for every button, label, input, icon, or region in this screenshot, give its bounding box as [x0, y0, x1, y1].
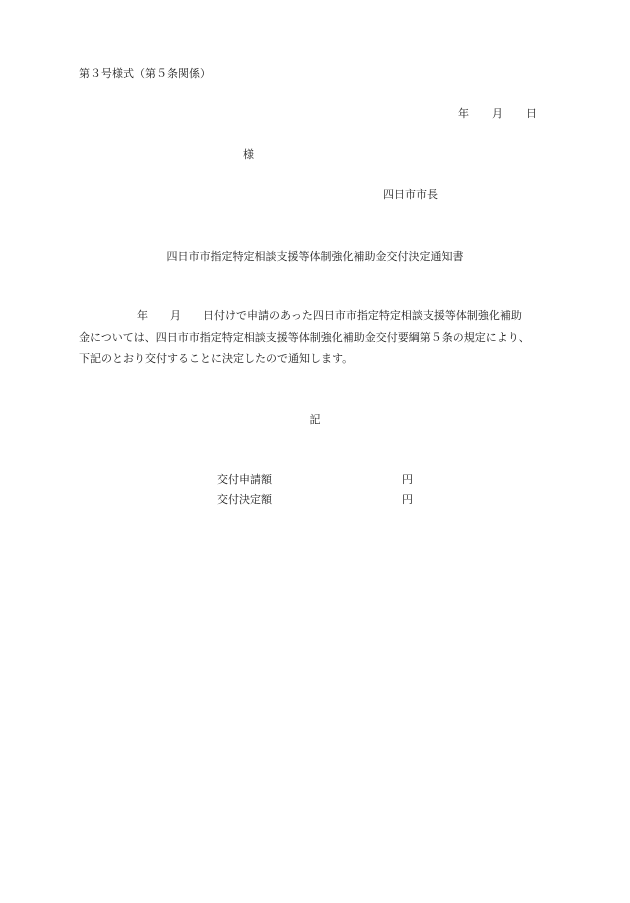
date-line [458, 107, 537, 121]
body-line-3: 下記のとおり交付することに決定したので通知します。 [79, 352, 354, 365]
amount-row-decided [217, 493, 417, 507]
document-title: 四日市市指定特定相談支援等体制強化補助金交付決定通知書 [166, 250, 464, 263]
form-number: 第３号様式（第５条関係） [79, 67, 211, 80]
body-month-label: 月 [170, 309, 181, 322]
body-line-1-text: 日付けで申請のあった四日市市指定特定相談支援等体制強化補助 [203, 309, 522, 322]
amount-label: 交付決定額 [217, 493, 272, 506]
issuer-name: 四日市市長 [383, 188, 438, 201]
date-year-label: 年 [458, 107, 469, 120]
amount-unit: 円 [402, 493, 413, 506]
date-month-label: 月 [492, 107, 503, 120]
body-line-1 [137, 309, 522, 323]
amount-label: 交付申請額 [217, 473, 272, 486]
date-day-label: 日 [526, 107, 537, 120]
ki-heading: 記 [309, 413, 321, 426]
body-line-2: 金については、四日市市指定特定相談支援等体制強化補助金交付要綱第５条の規定により、 [79, 331, 530, 344]
body-year-label: 年 [137, 309, 148, 322]
addressee-suffix: 様 [243, 148, 254, 161]
amount-row-requested [217, 473, 417, 487]
amount-unit: 円 [402, 473, 413, 486]
